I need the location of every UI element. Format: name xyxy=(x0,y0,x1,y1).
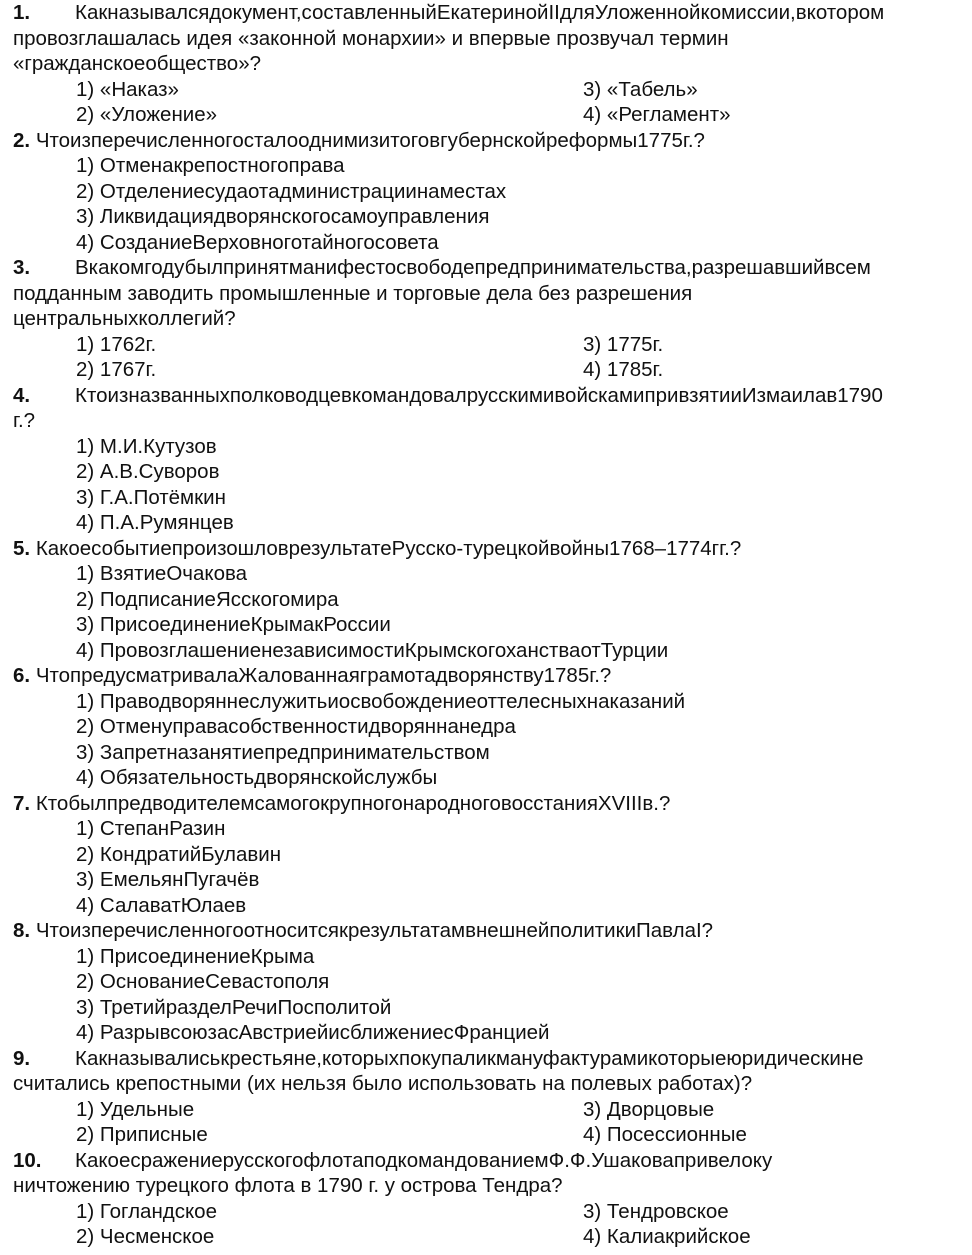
answer-option: 3) Запретназанятиепредпринимательством xyxy=(76,740,490,764)
question-text-line: Вкакомгодубылпринятманифестосвободепредпринимательства,разрешавшийвсем xyxy=(75,256,871,279)
answer-option: 1) Гогландское xyxy=(76,1199,217,1223)
question-10 xyxy=(13,1148,964,1250)
question-text xyxy=(13,536,964,562)
question-2 xyxy=(13,128,964,256)
question-text-line: КтобылпредводителемсамогокрупногонародноговосстанияXVIIIв.? xyxy=(35,791,671,815)
question-text xyxy=(13,255,964,281)
answer-option: 4) 1785г. xyxy=(583,358,664,381)
answer-option: 1) 1762г. xyxy=(76,332,157,356)
question-text-line: КакоесобытиепроизошловрезультатеРусско-турецкойвойны1768–1774гг.? xyxy=(35,536,742,560)
answer-option: 2) Чесменское xyxy=(76,1225,215,1248)
question-text-continuation: г.? xyxy=(13,409,36,432)
question-number: 4. xyxy=(13,383,31,407)
answer-option: 1) Удельные xyxy=(76,1097,195,1121)
answer-option: 4) Обязательностьдворянскойслужбы xyxy=(76,766,438,789)
question-text xyxy=(13,1148,964,1174)
question-text xyxy=(13,0,964,26)
answer-option: 3) ЕмельянПугачёв xyxy=(76,868,260,891)
answer-option: 3) Г.А.Потёмкин xyxy=(76,485,226,509)
question-4 xyxy=(13,383,964,536)
answer-option: 1) СтепанРазин xyxy=(76,817,226,840)
question-text-line: ЧтоизперечисленногоотноситсякрезультатамвнешнейполитикиПавлаI? xyxy=(35,919,714,942)
answer-option: 2) ПодписаниеЯсскогомира xyxy=(76,587,339,611)
answer-options xyxy=(13,1097,964,1148)
answer-option: 3) Тендровское xyxy=(583,1199,729,1223)
answer-option: 2) Отменуправасобственностидворяннанедра xyxy=(76,715,516,738)
question-text-line: ЧтопредусматривалаЖалованнаяграмотадворянству1785г.? xyxy=(35,664,612,687)
answer-option: 4) ПровозглашениенезависимостиКрымскогоханстваотТурции xyxy=(76,638,669,662)
question-3 xyxy=(13,255,964,383)
question-text-continuation: считались крепостными (их нельзя было использовать на полевых работах)? xyxy=(13,1072,753,1095)
question-text-line: Чтоизперечисленногосталооднимизитоговгубернскойреформы1775г.? xyxy=(35,128,705,152)
answer-option: 2) «Уложение» xyxy=(76,103,218,126)
answer-option: 2) КондратийБулавин xyxy=(76,842,282,866)
answer-options xyxy=(13,77,964,128)
answer-option: 4) «Регламент» xyxy=(583,103,731,126)
question-text xyxy=(13,791,964,817)
question-text xyxy=(13,663,964,689)
question-text-continuation: «гражданскоеобщество»? xyxy=(13,52,262,75)
question-1 xyxy=(13,0,964,128)
answer-option: 1) Праводворяннеслужитьиосвобождениеоттелесныхнаказаний xyxy=(76,689,686,713)
answer-option: 3) ТретийразделРечиПосполитой xyxy=(76,995,392,1019)
question-text xyxy=(13,1046,964,1072)
question-number: 2. xyxy=(13,128,31,152)
question-number: 9. xyxy=(13,1046,31,1070)
answer-option: 4) СалаватЮлаев xyxy=(76,893,247,917)
question-number: 10. xyxy=(13,1148,42,1172)
answer-option: 3) Дворцовые xyxy=(583,1097,715,1121)
answer-options xyxy=(13,1199,964,1250)
question-text-continuation: провозглашалась идея «законной монархии» и впервые прозвучал термин xyxy=(13,26,729,50)
answer-option: 3) 1775г. xyxy=(583,332,664,356)
answer-option: 1) ПрисоединениеКрыма xyxy=(76,944,315,968)
answer-option: 3) Ликвидациядворянскогосамоуправления xyxy=(76,205,490,228)
answer-options xyxy=(13,944,964,1046)
answer-option: 1) Отменакрепостногоправа xyxy=(76,154,345,177)
question-text-line: Какназывалсядокумент,составленныйЕкатеринойIIдляУложеннойкомиссии,вкотором xyxy=(75,1,885,24)
question-7 xyxy=(13,791,964,919)
question-text-line: Какназывалиськрестьяне,которыхпокупаликмануфактурамикоторыеюридическине xyxy=(75,1046,864,1070)
question-text-continuation: центральныхколлегий? xyxy=(13,307,236,330)
answer-option: 2) ОснованиеСевастополя xyxy=(76,970,330,993)
question-text xyxy=(13,128,964,154)
answer-option: 2) А.В.Суворов xyxy=(76,460,220,483)
answer-options xyxy=(13,332,964,383)
answer-option: 3) «Табель» xyxy=(583,77,698,101)
question-text xyxy=(13,918,964,944)
answer-option: 4) Посессионные xyxy=(583,1123,747,1146)
question-number: 3. xyxy=(13,256,31,279)
question-9 xyxy=(13,1046,964,1148)
answer-options xyxy=(13,561,964,663)
question-number: 7. xyxy=(13,791,31,815)
answer-options xyxy=(13,816,964,918)
answer-option: 4) П.А.Румянцев xyxy=(76,511,234,534)
question-number: 8. xyxy=(13,919,31,942)
answer-option: 1) «Наказ» xyxy=(76,77,179,101)
question-number: 1. xyxy=(13,1,31,24)
question-number: 5. xyxy=(13,536,31,560)
question-text-continuation: подданным заводить промышленные и торговые дела без разрешения xyxy=(13,281,693,305)
answer-options xyxy=(13,153,964,255)
question-text-line: КакоесражениерусскогофлотаподкомандованиемФ.Ф.Ушаковапривелоку xyxy=(75,1148,773,1172)
answer-option: 4) Калиакрийское xyxy=(583,1225,751,1248)
answer-option: 1) ВзятиеОчакова xyxy=(76,562,248,585)
answer-option: 2) Приписные xyxy=(76,1123,208,1146)
question-text xyxy=(13,383,964,409)
answer-options xyxy=(13,689,964,791)
answer-option: 1) М.И.Кутузов xyxy=(76,434,217,458)
question-text-line: КтоизназванныхполководцевкомандовалрусскимивойскамипривзятииИзмаилав1790 xyxy=(75,383,883,407)
question-5 xyxy=(13,536,964,664)
question-6 xyxy=(13,663,964,791)
answer-option: 2) Отделениесудаотадминистрациинаместах xyxy=(76,179,507,203)
question-text-continuation: ничтожению турецкого флота в 1790 г. у острова Тендра? xyxy=(13,1174,563,1197)
question-number: 6. xyxy=(13,664,31,687)
answer-option: 3) ПрисоединениеКрымакРоссии xyxy=(76,613,391,636)
question-8 xyxy=(13,918,964,1046)
answer-option: 4) СозданиеВерховноготайногосовета xyxy=(76,230,439,254)
answer-option: 4) РазрывсоюзасАвстриейисближениесФранцией xyxy=(76,1021,550,1044)
answer-option: 2) 1767г. xyxy=(76,358,157,381)
answer-options xyxy=(13,434,964,536)
